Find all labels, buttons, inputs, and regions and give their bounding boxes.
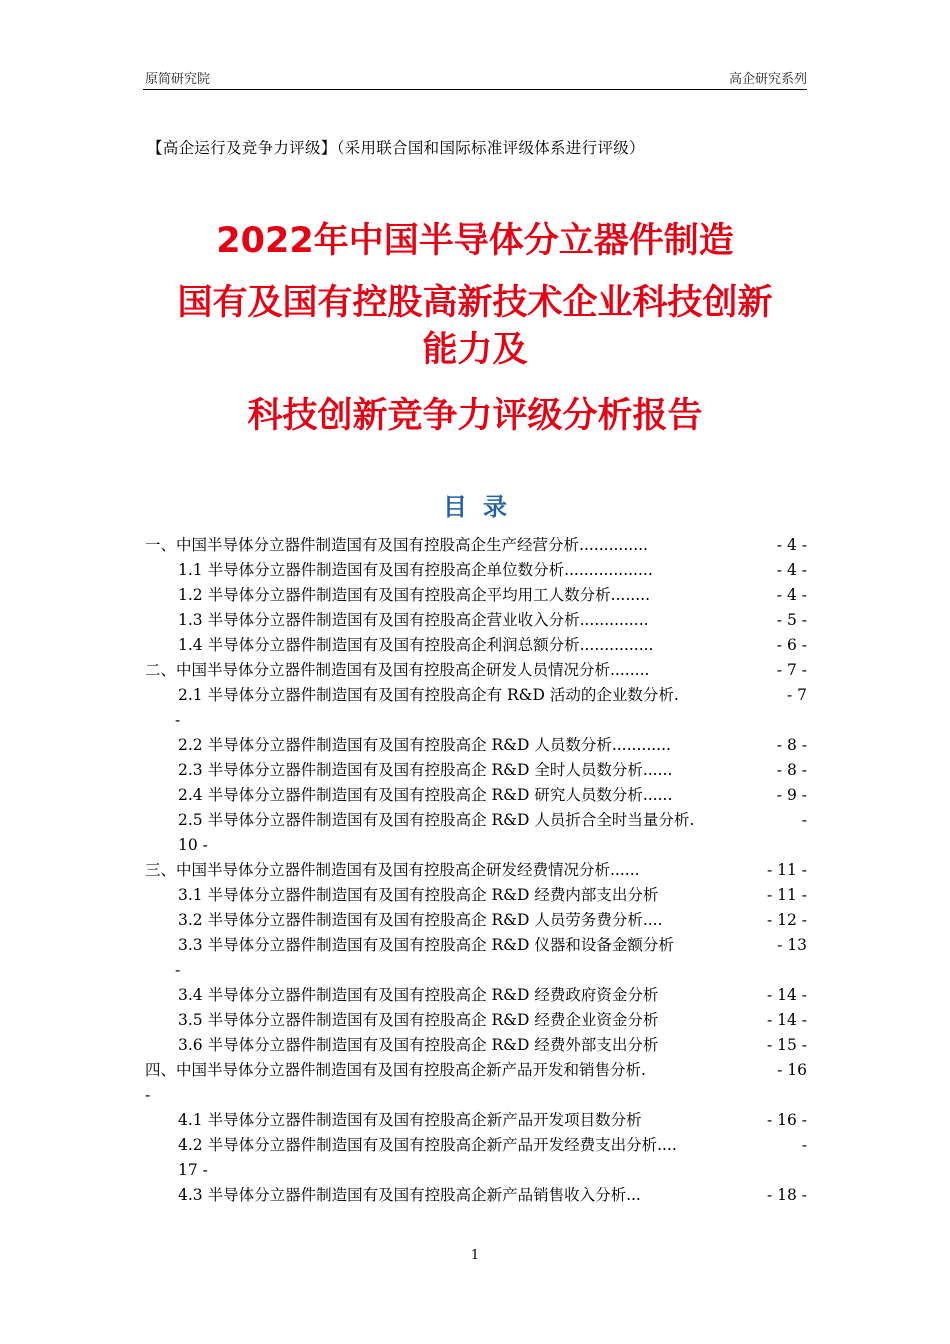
- toc-entry[interactable]: 2.4 半导体分立器件制造国有及国有控股高企 R&D 研究人员数分析...... - 9 -: [178, 786, 807, 804]
- toc-entry[interactable]: 4.1 半导体分立器件制造国有及国有控股高企新产品开发项目数分析 - 16 -: [178, 1111, 807, 1129]
- header-right: 高企研究系列: [728, 72, 807, 87]
- toc-entry[interactable]: 1.1 半导体分立器件制造国有及国有控股高企单位数分析.................. - 4 -: [178, 561, 807, 579]
- toc-entry[interactable]: 3.3 半导体分立器件制造国有及国有控股高企 R&D 仪器和设备金额分析 - 13: [178, 936, 807, 954]
- report-title-line-4: 科技创新竞争力评级分析报告: [247, 396, 703, 436]
- page-number: 1: [470, 1248, 480, 1263]
- table-of-contents: [145, 533, 807, 1208]
- toc-entry[interactable]: 四、中国半导体分立器件制造国有及国有控股高企新产品开发和销售分析. - 16: [145, 1061, 807, 1079]
- report-title-line-1: 2022年中国半导体分立器件制造: [216, 221, 734, 261]
- toc-entry[interactable]: 2.2 半导体分立器件制造国有及国有控股高企 R&D 人员数分析............ - 8 -: [178, 736, 807, 754]
- toc-entry-continuation: -: [175, 961, 181, 979]
- toc-entry[interactable]: 3.1 半导体分立器件制造国有及国有控股高企 R&D 经费内部支出分析 - 11 -: [178, 886, 807, 904]
- toc-entry[interactable]: 2.5 半导体分立器件制造国有及国有控股高企 R&D 人员折合全时当量分析. -: [178, 811, 807, 829]
- toc-entry[interactable]: 3.6 半导体分立器件制造国有及国有控股高企 R&D 经费外部支出分析 - 15 -: [178, 1036, 807, 1054]
- toc-entry[interactable]: 3.5 半导体分立器件制造国有及国有控股高企 R&D 经费企业资金分析 - 14 -: [178, 1011, 807, 1029]
- toc-heading: 目录: [443, 493, 523, 521]
- toc-entry[interactable]: 3.4 半导体分立器件制造国有及国有控股高企 R&D 经费政府资金分析 - 14 -: [178, 986, 807, 1004]
- toc-entry-continuation: 17 -: [178, 1161, 208, 1179]
- toc-entry[interactable]: 2.1 半导体分立器件制造国有及国有控股高企有 R&D 活动的企业数分析. - 7: [178, 686, 807, 704]
- report-subtitle: 【高企运行及竞争力评级】（采用联合国和国际标准评级体系进行评级）: [147, 139, 645, 157]
- header-left: 原简研究院: [145, 72, 211, 87]
- header-divider: [143, 89, 807, 90]
- toc-entry[interactable]: 一、中国半导体分立器件制造国有及国有控股高企生产经营分析.............. - 4 -: [145, 536, 807, 554]
- toc-entry[interactable]: 4.2 半导体分立器件制造国有及国有控股高企新产品开发经费支出分析.... -: [178, 1136, 807, 1154]
- toc-entry[interactable]: 三、中国半导体分立器件制造国有及国有控股高企研发经费情况分析...... - 11 -: [145, 861, 807, 879]
- toc-entry[interactable]: 1.4 半导体分立器件制造国有及国有控股高企利润总额分析............... - 6 -: [178, 636, 807, 654]
- report-title-line-3: 能力及: [422, 330, 528, 370]
- toc-entry-continuation: -: [145, 1086, 151, 1104]
- toc-entry-continuation: -: [175, 711, 181, 729]
- report-title-line-2: 国有及国有控股高新技术企业科技创新: [177, 283, 773, 323]
- toc-entry[interactable]: 2.3 半导体分立器件制造国有及国有控股高企 R&D 全时人员数分析...... - 8 -: [178, 761, 807, 779]
- toc-entry[interactable]: 二、中国半导体分立器件制造国有及国有控股高企研发人员情况分析........ - 7 -: [145, 661, 807, 679]
- toc-entry-continuation: 10 -: [178, 836, 208, 854]
- toc-entry[interactable]: 4.3 半导体分立器件制造国有及国有控股高企新产品销售收入分析... - 18 -: [178, 1186, 807, 1204]
- toc-entry[interactable]: 1.2 半导体分立器件制造国有及国有控股高企平均用工人数分析........ - 4 -: [178, 586, 807, 604]
- toc-entry[interactable]: 3.2 半导体分立器件制造国有及国有控股高企 R&D 人员劳务费分析.... - 12 -: [178, 911, 807, 929]
- toc-entry[interactable]: 1.3 半导体分立器件制造国有及国有控股高企营业收入分析.............. - 5 -: [178, 611, 807, 629]
